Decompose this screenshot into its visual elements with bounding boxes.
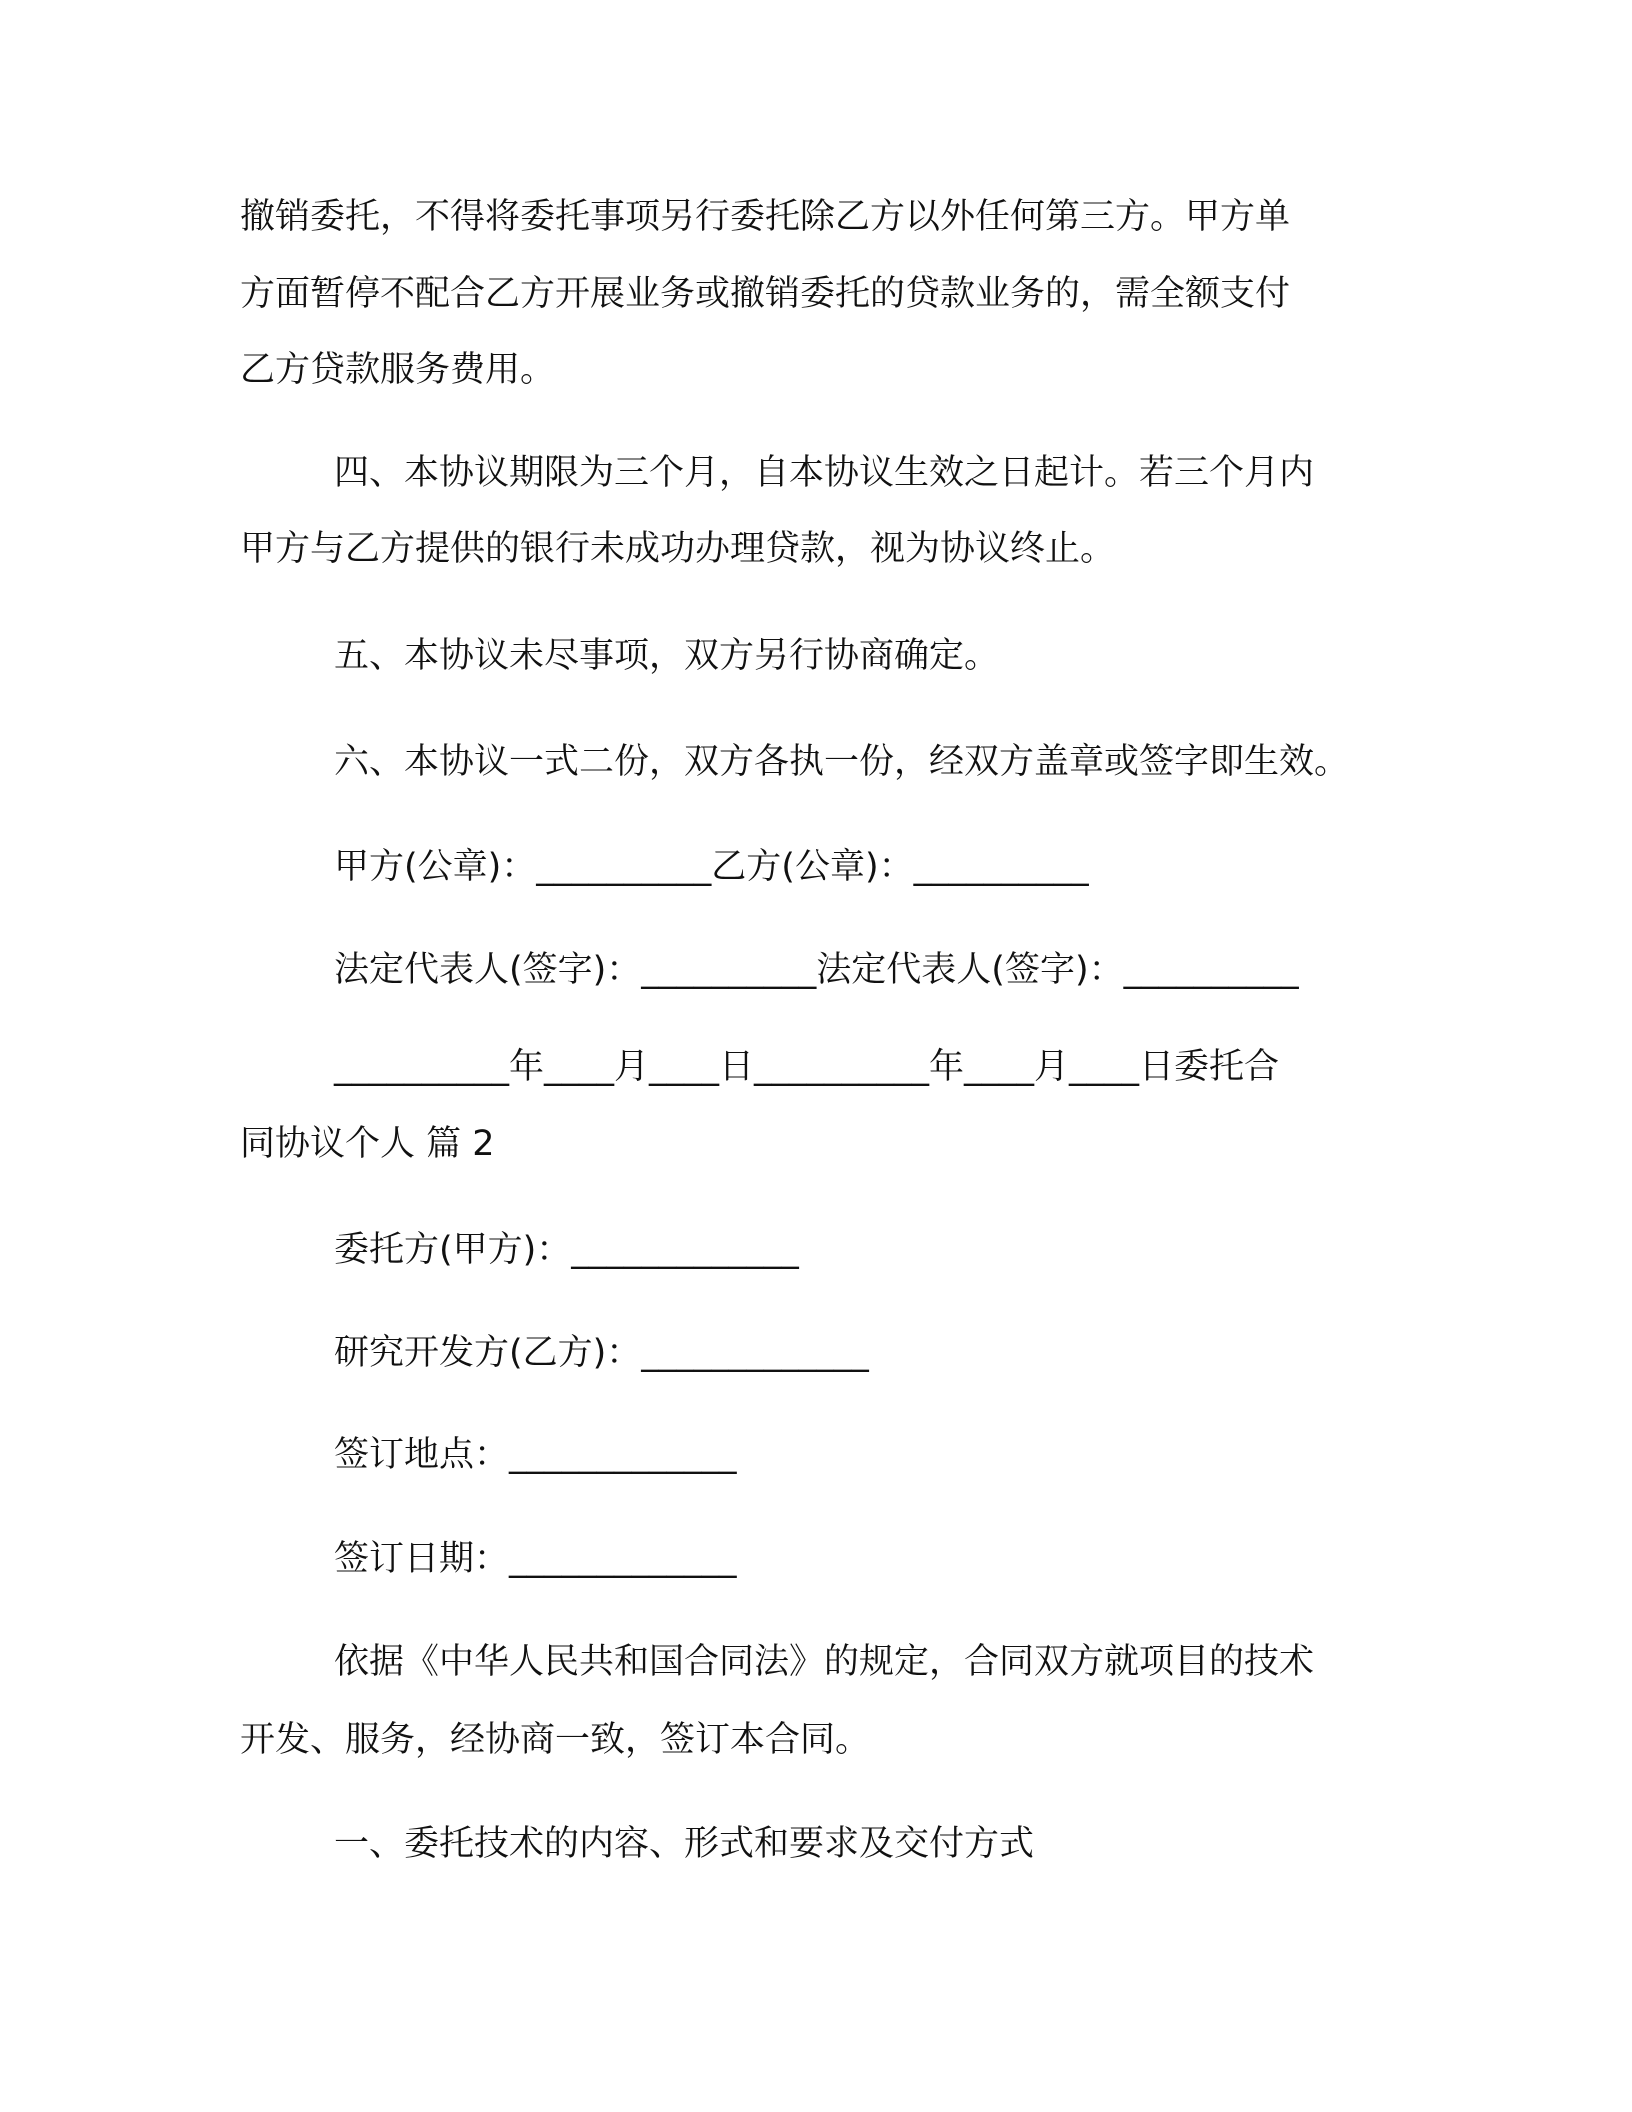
clause-five-line: 五、本协议未尽事项，双方另行协商确定。 (334, 636, 1000, 676)
client-party-line: 委托方(甲方)：_____________ (334, 1230, 799, 1270)
section-title-line: 同协议个人 篇 2 (240, 1124, 495, 1164)
basis-paragraph-line: 开发、服务，经协商一致，签订本合同。 (240, 1720, 871, 1760)
basis-paragraph-line: 依据《中华人民共和国合同法》的规定，合同双方就项目的技术 (334, 1642, 1315, 1682)
signing-place-line: 签订地点：_____________ (334, 1435, 737, 1475)
legal-representative-line: 法定代表人(签字)：__________法定代表人(签字)：__________ (334, 950, 1299, 990)
clause-six-line: 六、本协议一式二份，双方各执一份，经双方盖章或签字即生效。 (334, 742, 1350, 782)
party-seal-line: 甲方(公章)：__________乙方(公章)：__________ (334, 847, 1089, 887)
paragraph-line: 方面暂停不配合乙方开展业务或撤销委托的贷款业务的，需全额支付 (240, 274, 1291, 314)
paragraph-line: 乙方贷款服务费用。 (240, 350, 556, 390)
date-line: __________年____月____日__________年____月____日委托合 (334, 1047, 1280, 1087)
developer-party-line: 研究开发方(乙方)：_____________ (334, 1333, 869, 1373)
section-heading-line: 一、委托技术的内容、形式和要求及交付方式 (334, 1824, 1035, 1864)
signing-date-line: 签订日期：_____________ (334, 1539, 737, 1579)
clause-four-line: 甲方与乙方提供的银行未成功办理贷款，视为协议终止。 (240, 529, 1116, 569)
paragraph-line: 撤销委托，不得将委托事项另行委托除乙方以外任何第三方。甲方单 (240, 197, 1291, 237)
clause-four-line: 四、本协议期限为三个月，自本协议生效之日起计。若三个月内 (334, 453, 1315, 493)
